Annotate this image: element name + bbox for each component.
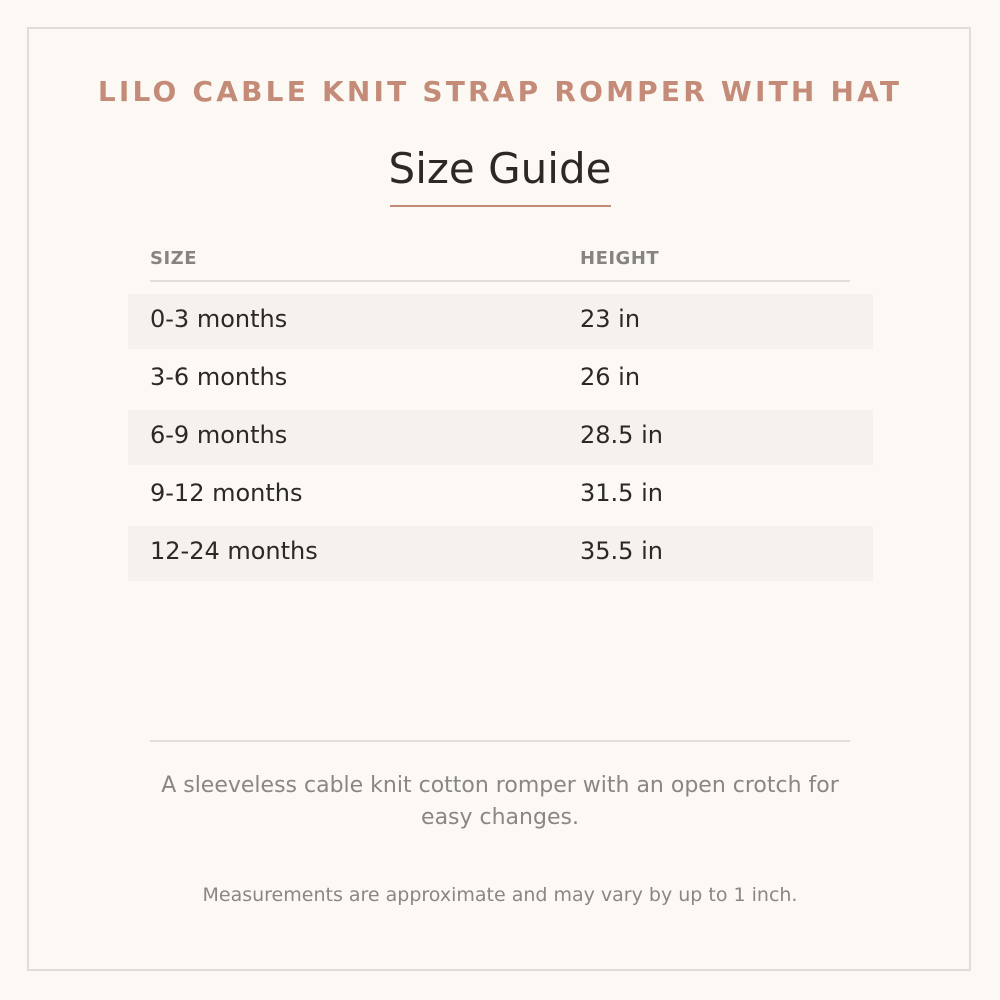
- measurement-note: Measurements are approximate and may vary by up to 1 inch.: [202, 884, 798, 906]
- table-row: [128, 294, 873, 349]
- table-row: [128, 526, 873, 581]
- height-cell: 28.5 in: [580, 421, 663, 449]
- height-cell: 23 in: [580, 305, 641, 333]
- column-header-size: SIZE: [150, 248, 198, 269]
- height-cell: 31.5 in: [580, 479, 663, 507]
- table-row: [128, 410, 873, 465]
- height-cell: 35.5 in: [580, 537, 663, 565]
- size-cell: 6-9 months: [150, 421, 288, 449]
- product-title: LILO CABLE KNIT STRAP ROMPER WITH HAT: [97, 75, 903, 108]
- size-cell: 9-12 months: [150, 479, 303, 507]
- table-header: [150, 248, 850, 270]
- footer-divider: [150, 740, 850, 742]
- height-cell: 26 in: [580, 363, 641, 391]
- column-header-height: HEIGHT: [580, 248, 660, 269]
- size-cell: 3-6 months: [150, 363, 288, 391]
- title-underline: [390, 205, 611, 207]
- product-description: A sleeveless cable knit cotton romper with an open crotch for easy changes.: [161, 773, 839, 830]
- page-title: Size Guide: [388, 144, 612, 193]
- size-table-body: [128, 294, 873, 584]
- table-row: [128, 352, 873, 407]
- size-cell: 0-3 months: [150, 305, 288, 333]
- size-cell: 12-24 months: [150, 537, 318, 565]
- table-row: [128, 468, 873, 523]
- header-divider: [150, 280, 850, 282]
